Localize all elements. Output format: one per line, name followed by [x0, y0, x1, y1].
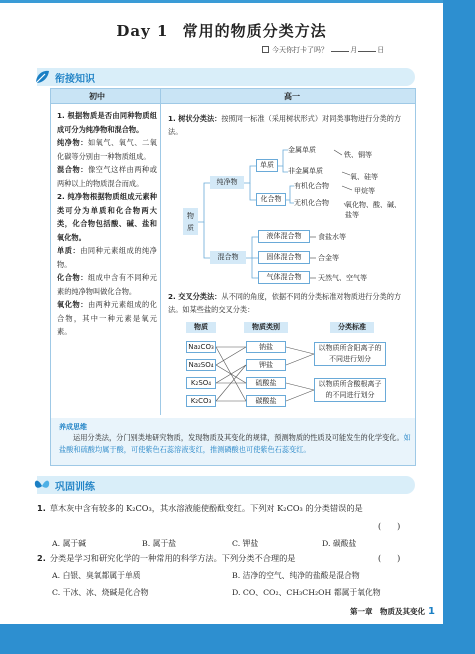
question-1-stem: 1. 草木灰中含有较多的 K₂CO₃，其水溶液能使酚酞变红。下列对 K₂CO₃ 的分类错误的是: [37, 503, 363, 513]
cross-standard-cation: 以物质所含阳离子的不同进行划分: [314, 342, 386, 366]
tree-root-substance: 物质: [183, 208, 198, 235]
tree-solid-eg: 合金等: [318, 254, 339, 262]
butterfly-icon: [33, 477, 51, 493]
question-2-stem: 2. 分类是学习和研究化学的一种常用的科学方法。下列分类不合理的是: [37, 553, 296, 563]
junior-para: 2. 纯净物根据物质组成元素种类可分为单质和化合物两大类，化合物包括酸、碱、盐和氧化物。: [57, 192, 157, 242]
col-header-junior: 初中: [89, 92, 105, 101]
day-label-text: 日: [377, 46, 385, 54]
q1-option-c[interactable]: C. 钾盐: [232, 539, 259, 548]
cross-header-category: 物质类别: [244, 322, 288, 333]
q2-option-b[interactable]: B. 洁净的空气、纯净的盐酸是混合物: [232, 571, 360, 580]
cross-substance: Na₂SO₄: [186, 359, 216, 371]
cross-category: 碳酸盐: [246, 395, 286, 407]
junior-para: 单质：由同种元素组成的纯净物。: [57, 246, 157, 269]
tree-inorganic: 无机化合物: [294, 199, 329, 207]
tree-liquid-eg: 食盐水等: [318, 233, 346, 241]
junior-para: 化合物：组成中含有不同种元素的纯净物叫做化合物。: [57, 273, 157, 296]
tree-mixture: 混合物: [210, 251, 246, 264]
tree-inorganic-eg: 氧化物、酸、碱、盐等: [345, 201, 401, 219]
cross-method-text: 从不同的角度，依据不同的分类标准对物质进行分类的方法。如某些盐的交叉分类：: [168, 292, 402, 314]
tree-method-text: 按照同一标准（采用树状形式）对同类事物进行分类的方法。: [168, 114, 402, 136]
junior-para: 氧化物：由两种元素组成的化合物，其中一种元素是氧元素。: [57, 300, 157, 336]
chapter-label: 第一章 物质及其变化: [350, 607, 426, 616]
section-label: 巩固训练: [55, 482, 95, 493]
tree-organic: 有机化合物: [294, 182, 329, 190]
checkin-text: 今天你打卡了吗？: [272, 46, 328, 54]
cross-substance: Na₂CO₃: [186, 341, 216, 353]
thinking-example: 如盐酸和硫酸均属于酸，可使紫色石蕊溶液变红，推测磷酸也可使紫色石蕊变红。: [59, 433, 411, 454]
tree-gas-mix: 气体混合物: [258, 271, 310, 284]
cross-substance: K₂SO₄: [186, 377, 216, 389]
month-label: 月: [350, 46, 358, 54]
tree-metal: 金属单质: [288, 146, 316, 154]
section-label: 衔接知识: [55, 74, 95, 85]
cross-substance: K₂CO₃: [186, 395, 216, 407]
cross-header-substance: 物质: [186, 322, 216, 333]
q1-option-a[interactable]: A. 属于碱: [52, 539, 86, 548]
section-header-practice: [37, 476, 415, 494]
tree-liquid-mix: 液体混合物: [258, 230, 310, 243]
tree-solid-mix: 固体混合物: [258, 251, 310, 264]
thinking-box: [50, 418, 416, 466]
junior-para: 1. 根据物质是否由同种物质组成可分为纯净物和混合物。: [57, 111, 157, 134]
question-1-answer-slot[interactable]: ( ): [378, 522, 401, 531]
cross-category: 钠盐: [246, 341, 286, 353]
title-text: 常用的物质分类方法: [182, 22, 327, 40]
page-footer: [350, 606, 435, 617]
page-number: 1: [428, 606, 435, 617]
cross-category: 钾盐: [246, 359, 286, 371]
thinking-text: 运用分类法，分门别类地研究物质，发现物质及其变化的规律，预测物质的性质及可能发生的化学变化。如盐酸和硫酸均属于酸，可使紫色石蕊溶液变红，推测磷酸也可使紫色石蕊变红。: [59, 433, 411, 454]
q2-option-c[interactable]: C. 干冰、冰、烧碱是化合物: [52, 588, 149, 597]
cross-method-title: 2. 交叉分类法：: [168, 292, 222, 301]
tree-elemental: 单质: [256, 159, 278, 172]
tree-metal-eg: 铁、铜等: [344, 151, 372, 159]
q1-option-d[interactable]: D. 碳酸盐: [322, 539, 357, 548]
tree-pure: 纯净物: [210, 176, 244, 189]
cross-header-standard: 分类标准: [330, 322, 374, 333]
tree-nonmetal: 非金属单质: [288, 167, 323, 175]
tree-nonmetal-eg: 氧、硅等: [350, 173, 378, 181]
junior-para: 混合物：像空气这样由两种或两种以上的物质混合而成。: [57, 165, 157, 188]
question-2-answer-slot[interactable]: ( ): [378, 554, 401, 563]
junior-para: 纯净物：如氧气、氧气、二氧化碳等分别由一种物质组成。: [57, 138, 157, 161]
tree-method-title: 1. 树状分类法：: [168, 114, 222, 123]
q1-option-b[interactable]: B. 属于盐: [142, 539, 177, 548]
q2-option-d[interactable]: D. CO、CO₂、CH₃CH₂OH 都属于氧化物: [232, 588, 381, 597]
day-label: Day 1: [116, 22, 169, 40]
col-header-senior: 高一: [284, 92, 300, 101]
cross-standard-anion: 以物质所含酸根离子的不同进行划分: [314, 378, 386, 402]
tree-compound: 化合物: [256, 193, 286, 206]
tree-organic-eg: 甲烷等: [354, 187, 375, 195]
tree-gas-eg: 天然气、空气等: [318, 274, 367, 282]
thinking-label: 养成思维: [59, 423, 87, 431]
cross-category: 硫酸盐: [246, 377, 286, 389]
q2-option-a[interactable]: A. 白银、臭氧都属于单质: [52, 571, 141, 580]
